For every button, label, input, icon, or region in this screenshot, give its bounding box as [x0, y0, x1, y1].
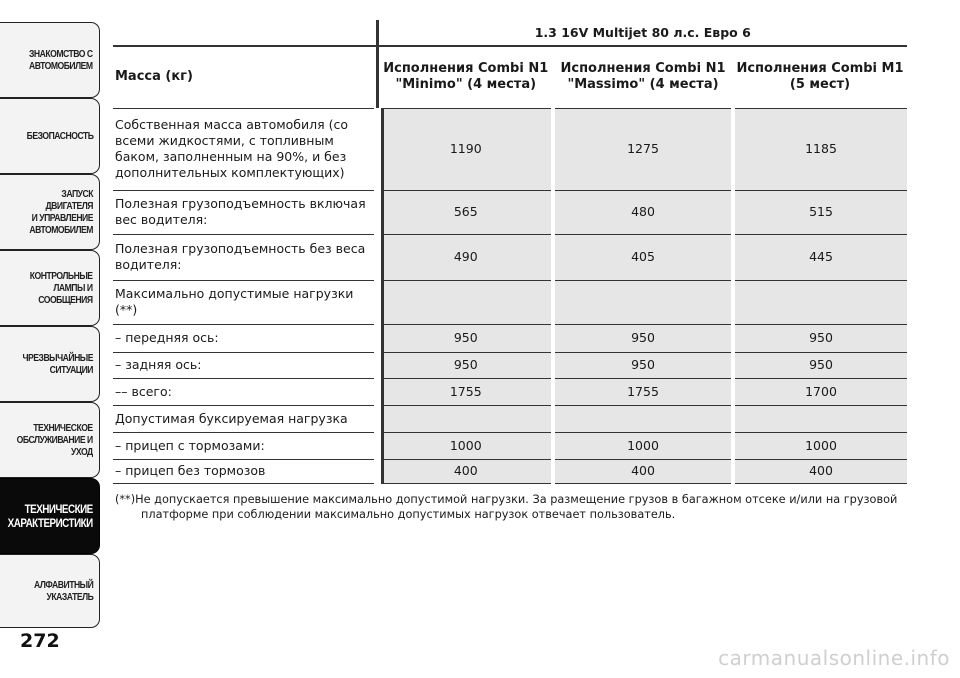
chapter-sidebar	[0, 0, 102, 678]
cell-value	[377, 280, 553, 324]
tab-znakomstvo[interactable]	[0, 22, 100, 98]
tab-label: ЗНАКОМСТВО С АВТОМОБИЛЕМ	[29, 48, 93, 72]
tab-label: ТЕХНИЧЕСКОЕ ОБСЛУЖИВАНИЕ И УХОД	[16, 422, 93, 458]
cell-value: 950	[377, 352, 553, 378]
cell-value: 950	[553, 352, 733, 378]
cell-value: 1755	[377, 378, 553, 405]
cell-value: 1000	[733, 432, 907, 459]
cell-value: 950	[377, 324, 553, 352]
cell-value: 400	[733, 459, 907, 483]
row-label: –– всего:	[113, 378, 377, 405]
cell-value: 515	[733, 190, 907, 234]
tab-harakteristiki[interactable]	[0, 478, 100, 554]
tab-label: ТЕХНИЧЕСКИЕ ХАРАКТЕРИСТИКИ	[7, 502, 93, 530]
corner-cell	[113, 20, 377, 46]
tab-obsluzhivanie[interactable]	[0, 402, 100, 478]
cell-value: 400	[377, 459, 553, 483]
column-header-minimo: Исполнения Combi N1 "Minimo" (4 места)	[377, 46, 553, 108]
cell-value: 1000	[553, 432, 733, 459]
tab-label: ЗАПУСК ДВИГАТЕЛЯ И УПРАВЛЕНИЕ АВТОМОБИЛЕМ	[29, 188, 94, 236]
cell-value: 1190	[377, 108, 553, 190]
tab-label: КОНТРОЛЬНЫЕ ЛАМПЫ И СООБЩЕНИЯ	[30, 270, 93, 306]
row-label: – прицеп без тормозов	[113, 459, 377, 483]
cell-value	[733, 405, 907, 432]
table-row	[113, 234, 907, 280]
row-header: Масса (кг)	[113, 46, 377, 108]
cell-value: 1700	[733, 378, 907, 405]
cell-value: 950	[733, 352, 907, 378]
cell-value: 400	[553, 459, 733, 483]
table-row	[113, 190, 907, 234]
cell-value: 405	[553, 234, 733, 280]
tab-label: ЧРЕЗВЫЧАЙНЫЕ СИТУАЦИИ	[22, 352, 93, 376]
engine-header: 1.3 16V Multijet 80 л.с. Евро 6	[377, 20, 907, 46]
table-row	[113, 459, 907, 483]
cell-value: 1185	[733, 108, 907, 190]
cell-value	[553, 405, 733, 432]
page-number: 272	[20, 630, 60, 652]
cell-value: 490	[377, 234, 553, 280]
table-row	[113, 378, 907, 405]
mass-table-container	[113, 20, 907, 484]
row-label: – задняя ось:	[113, 352, 377, 378]
cell-value: 565	[377, 190, 553, 234]
cell-value: 1755	[553, 378, 733, 405]
cell-value	[733, 280, 907, 324]
table-row	[113, 352, 907, 378]
cell-value	[377, 405, 553, 432]
row-label: Полезная грузоподъемность без веса водителя:	[113, 234, 377, 280]
table-row	[113, 108, 907, 190]
column-header-massimo: Исполнения Combi N1 "Massimo" (4 места)	[553, 46, 733, 108]
row-label: Максимально допустимые нагрузки (**)	[113, 280, 377, 324]
row-label: – прицеп с тормозами:	[113, 432, 377, 459]
row-label: Полезная грузоподъемность включая вес водителя:	[113, 190, 377, 234]
cell-value: 480	[553, 190, 733, 234]
footnote: (**)Не допускается превышение максимально допустимой нагрузки. За размещение грузов в багажном отсеке и/или на грузовой платформе при соблюдении максимально допустимых нагрузок отвечает пользователь.	[115, 493, 898, 521]
cell-value: 950	[553, 324, 733, 352]
row-label: Собственная масса автомобиля (со всеми жидкостями, с топливным баком, заполненным на 90%, и без дополнительных комплектующих)	[113, 108, 377, 190]
cell-value: 445	[733, 234, 907, 280]
tab-alfavitnyi-ukazatel[interactable]	[0, 554, 100, 628]
column-header-m1: Исполнения Combi M1 (5 мест)	[733, 46, 907, 108]
tab-chrezvychainye[interactable]	[0, 326, 100, 402]
tab-bezopasnost[interactable]	[0, 98, 100, 174]
table-row	[113, 405, 907, 432]
table-row	[113, 324, 907, 352]
table-row	[113, 280, 907, 324]
cell-value: 950	[733, 324, 907, 352]
tab-zapusk[interactable]	[0, 174, 100, 250]
cell-value	[553, 280, 733, 324]
cell-value: 1275	[553, 108, 733, 190]
watermark: carmanualsonline.info	[718, 646, 950, 670]
cell-value: 1000	[377, 432, 553, 459]
tab-label: АЛФАВИТНЫЙ УКАЗАТЕЛЬ	[33, 579, 93, 603]
tab-kontrolnye-lampy[interactable]	[0, 250, 100, 326]
row-label: Допустимая буксируемая нагрузка	[113, 405, 377, 432]
mass-table	[113, 20, 907, 484]
row-label: – передняя ось:	[113, 324, 377, 352]
tab-label: БЕЗОПАСНОСТЬ	[26, 130, 93, 142]
table-row	[113, 432, 907, 459]
